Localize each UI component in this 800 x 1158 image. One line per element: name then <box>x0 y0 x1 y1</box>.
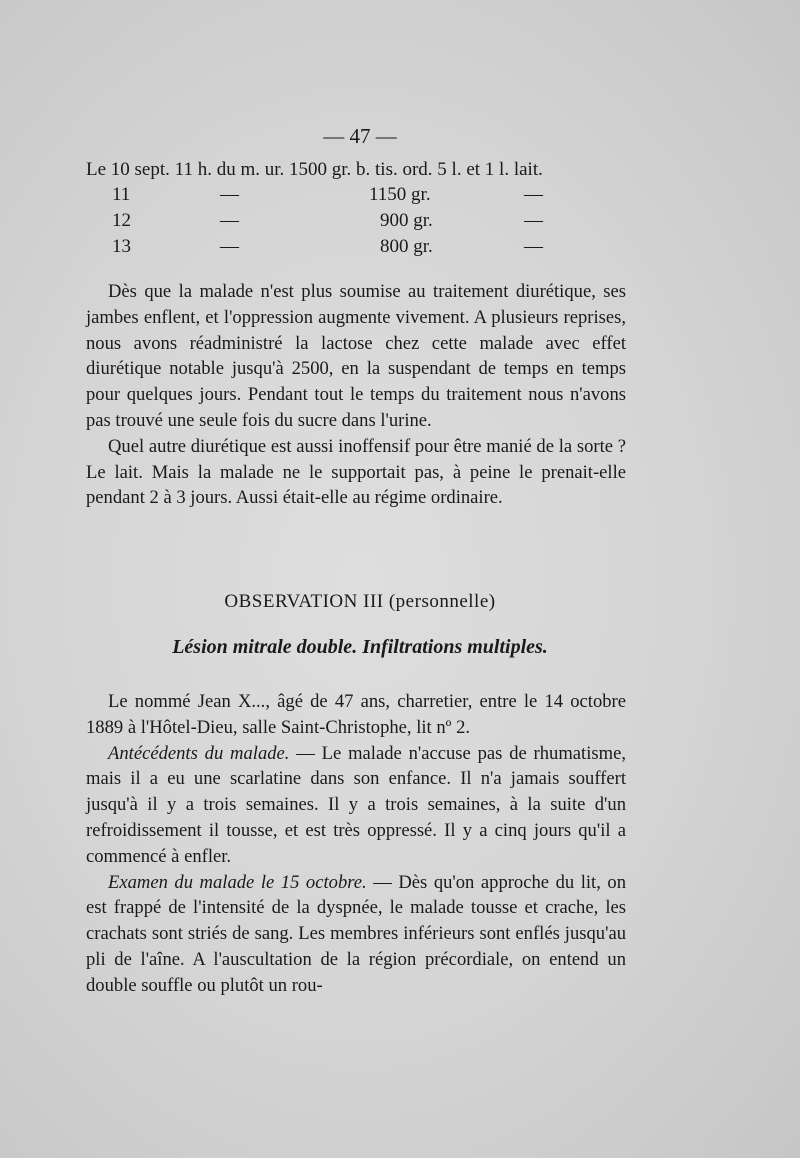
antecedents-label: Antécédents du malade. <box>108 742 290 764</box>
antecedents-paragraph <box>86 741 626 870</box>
examen-label: Examen du malade le 15 octobre. <box>108 871 367 893</box>
paragraph: Quel autre diurétique est aussi inoffensif pour être manié de la sorte ? Le lait. Mais la malade ne le supportait pas, à peine le prenait-elle pendant 2 à 3 jours. Aussi était-elle au régime ordinaire. <box>86 435 626 509</box>
paragraph: Dès que la malade n'est plus soumise au traitement diurétique, ses jambes enflent, et l'oppression augmente vivement. A plusieurs reprises, nous avons réadministré la lactose chez cette malade avec effet diurétique notable jusqu'à 2500, en la suspendant de temps en temps pour quelques jours. Pendant tout le temps du traitement nous n'avons pas trouvé une seule fois du sucre dans l'urine. <box>86 281 626 431</box>
antecedents-text: — Le malade n'accuse pas de rhumatisme, mais il a eu une scarlatine dans son enfance. Il n'a jamais souffert jusqu'à il y a trois semaines. Il y a trois semaines, à la suite d'un refroidissement il tousse, et est très oppressé. Il y a cinq jours qu'il a commencé à enfler. <box>86 742 626 867</box>
measurement-dash: — <box>220 184 239 205</box>
measurement-dash: — <box>220 210 239 231</box>
measurement-ditto: — <box>524 236 543 257</box>
measurement-dash: — <box>220 236 239 257</box>
measurement-quantity: 900 gr. <box>380 210 433 231</box>
measurement-day: 12 <box>112 210 131 231</box>
measurement-day: 13 <box>112 236 131 257</box>
measurement-day: 11 <box>112 184 131 205</box>
page-number: — 47 — <box>323 124 397 148</box>
measurement-first-line: Le 10 sept. 11 h. du m. ur. 1500 gr. b. tis. ord. 5 l. et 1 l. lait. <box>86 159 543 180</box>
observation-intro: Le nommé Jean X..., âgé de 47 ans, charretier, entre le 14 octobre 1889 à l'Hôtel-Dieu, salle Saint-Christophe, lit nº 2. <box>86 691 626 738</box>
observation-subtitle: Lésion mitrale double. Infiltrations multiples. <box>172 636 548 658</box>
measurement-ditto: — <box>524 184 543 205</box>
body-text-top <box>86 279 626 511</box>
examen-text: — Dès qu'on approche du lit, on est frappé de l'intensité de la dyspnée, le malade tousse et crache, les crachats sont striés de sang. Les membres inférieurs sont enflés jusqu'au pli de l'aîne. A l'auscultation de la région précordiale, on entend un double souffle ou plutôt un rou- <box>86 871 626 996</box>
measurement-quantity: 1150 gr. <box>369 184 431 205</box>
examen-paragraph <box>86 870 626 999</box>
measurement-ditto: — <box>524 210 543 231</box>
body-text-observation <box>86 689 626 999</box>
measurement-quantity: 800 gr. <box>380 236 433 257</box>
observation-title: OBSERVATION III (personnelle) <box>224 591 496 612</box>
